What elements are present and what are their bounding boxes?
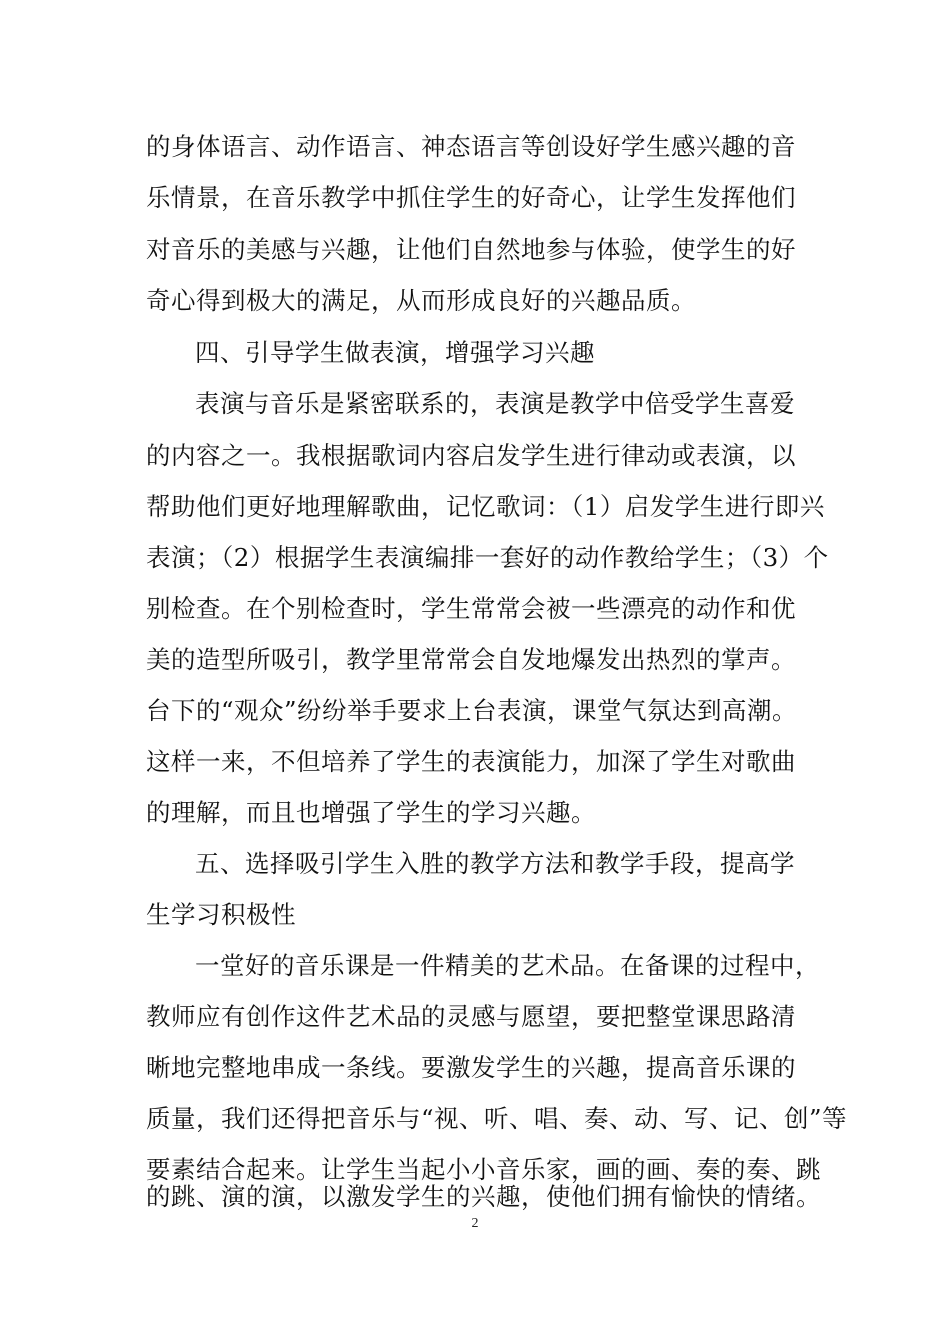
text-line: 晰地完整地串成一条线。要激发学生的兴趣，提高音乐课的	[146, 1053, 796, 1082]
text-line: 的身体语言、动作语言、神态语言等创设好学生感兴趣的音	[146, 132, 796, 161]
text-line: 表演与音乐是紧密联系的，表演是教学中倍受学生喜爱	[195, 389, 795, 418]
text-line: 的跳、演的演，以激发学生的兴趣，使他们拥有愉快的情绪。	[146, 1182, 821, 1211]
text-line: 表演；（2）根据学生表演编排一套好的动作教给学生；（3）个	[146, 543, 829, 572]
text-line: 奇心得到极大的满足，从而形成良好的兴趣品质。	[146, 286, 696, 315]
text-line: 的内容之一。我根据歌词内容启发学生进行律动或表演，以	[146, 441, 796, 470]
text-line: 要素结合起来。让学生当起小小音乐家，画的画、奏的奏、跳	[146, 1155, 821, 1184]
text-line: 对音乐的美感与兴趣，让他们自然地参与体验，使学生的好	[146, 235, 796, 264]
text-line: 的理解，而且也增强了学生的学习兴趣。	[146, 798, 596, 827]
text-line: 帮助他们更好地理解歌曲，记忆歌词：（1）启发学生进行即兴	[146, 492, 825, 521]
section-heading: 五、选择吸引学生入胜的教学方法和教学手段，提高学	[195, 849, 795, 878]
text-line: 教师应有创作这件艺术品的灵感与愿望，要把整堂课思路清	[146, 1002, 796, 1031]
section-heading: 四、引导学生做表演，增强学习兴趣	[195, 338, 595, 367]
text-line: 乐情景，在音乐教学中抓住学生的好奇心，让学生发挥他们	[146, 183, 796, 212]
text-line: 这样一来，不但培养了学生的表演能力，加深了学生对歌曲	[146, 747, 796, 776]
section-heading-continued: 生学习积极性	[146, 900, 296, 929]
text-line: 质量，我们还得把音乐与“视、听、唱、奏、动、写、记、创”等	[146, 1104, 848, 1133]
text-line: 一堂好的音乐课是一件精美的艺术品。在备课的过程中，	[195, 951, 820, 980]
text-line: 别检查。在个别检查时，学生常常会被一些漂亮的动作和优	[146, 594, 796, 623]
page-number: 2	[471, 1216, 479, 1231]
text-line: 美的造型所吸引，教学里常常会自发地爆发出热烈的掌声。	[146, 645, 796, 674]
text-line: 台下的“观众”纷纷举手要求上台表演，课堂气氛达到高潮。	[146, 696, 798, 725]
